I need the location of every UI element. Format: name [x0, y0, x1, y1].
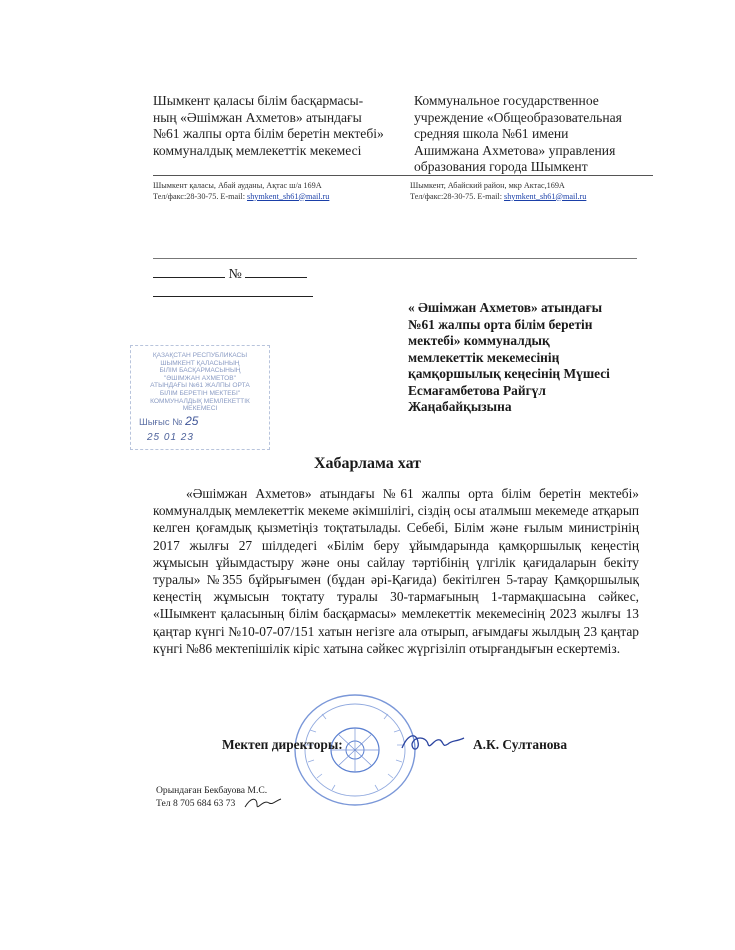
- director-signature-icon: [398, 728, 468, 758]
- signature-role: Мектеп директоры:: [222, 737, 343, 752]
- second-blank-line: [153, 296, 313, 297]
- letter-title: Хабарлама хат: [313, 455, 422, 472]
- recipient-line: Жаңабайқызына: [408, 399, 512, 414]
- address-left: [153, 181, 329, 202]
- stamp-line: БІЛІМ БЕРЕТІН МЕКТЕБІ": [159, 389, 241, 397]
- phone-label: Тел/факс:28-30-75. E-mail:: [153, 191, 248, 201]
- address-divider: [153, 258, 637, 259]
- address-right-street: Шымкент, Абайский район, мкр Актас,169А: [410, 181, 565, 190]
- stamp-date: 25 01 23: [147, 432, 194, 443]
- stamp-line: МЕКЕМЕСІ: [182, 405, 218, 413]
- recipient-block: [408, 300, 653, 416]
- address-left-street: Шымкент қаласы, Абай ауданы, Ақтас ш/а 169А: [153, 181, 322, 190]
- number-blank: [245, 265, 307, 278]
- header-left-line: Шымкент қаласы білім басқармасы-: [153, 93, 364, 108]
- address-right-contact: [410, 192, 586, 203]
- stamp-line: АТЫНДАҒЫ №61 ЖАЛПЫ ОРТА: [150, 382, 250, 390]
- stamp-line: "ӘШІМЖАН АХМЕТОВ": [163, 374, 237, 382]
- recipient-line: Есмағамбетова Райгүл: [408, 382, 546, 398]
- header-right-line: средняя школа №61 имени: [414, 126, 569, 141]
- outgoing-number-line: [153, 265, 307, 283]
- letter-body: «Әшімжан Ахметов» атындағы №61 жалпы орта білім беретін мектебі» коммуналдық мемлекеттік мекеме әкімшілігі, сіздің осы аталмыш мекемеде атқарып келген қоғамдық қызметіңіз тоқтатылады. Себебі, Білім және ғылым министрінің 2017 жылғы 27 шілдедегі «Білім беру ұйымдарында қамқоршылық кеңестің жұмысын ұйымдастыру және оны сайлау тәртібінің үлгілік қағидаларын бекіту туралы» №355 бұйрығымен (бұдан әрі-Қағида) бекітілген 5-тарау Қамқоршылық кеңестің жұмысын тоқтату туралы 30-тармағының 1-тармақшасына сәйкес, «Шымкент қаласының білім басқармасы» мемлекеттік мекемесінің 2023 жылғы 13 қаңтар күнгі №10-07-07/151 хатын негізге ала отырып, ағымдағы жылдың 23 қаңтар күнгі №86 мектепішілік кіріс хатына сәйкес жүргізіліп отырғандығын ескертеміз.: [153, 486, 639, 656]
- recipient-line: мемлекеттік мекемесінің: [408, 349, 560, 365]
- header-left-line: коммуналдық мемлекеттік мекемесі: [153, 142, 362, 158]
- stamp-line: ҚАЗАҚСТАН РЕСПУБЛИКАСЫ: [152, 352, 248, 359]
- stamp-number-value: 25: [185, 414, 199, 428]
- stamp-number-label: Шығыс №: [139, 417, 183, 428]
- email-link[interactable]: shymkent_sh61@mail.ru: [247, 191, 330, 201]
- recipient-line: №61 жалпы орта білім беретін: [408, 316, 593, 332]
- header-right-line: образования города Шымкент: [414, 159, 588, 174]
- signature-name: А.К. Султанова: [473, 737, 568, 752]
- recipient-line: мектебі» коммуналдық: [408, 333, 550, 348]
- header-right-line: учреждение «Общеобразовательная: [414, 109, 622, 125]
- header-left-line: №61 жалпы орта білім беретін мектебі»: [153, 126, 384, 141]
- phone-label: Тел/факс:28-30-75. E-mail:: [410, 191, 505, 201]
- executor-name: Орындаған Бекбауова М.С.: [156, 785, 268, 796]
- header-right-line: Ашимжана Ахметова» управления: [414, 142, 616, 158]
- email-link[interactable]: shymkent_sh61@mail.ru: [504, 191, 587, 201]
- registration-stamp: [130, 345, 270, 450]
- header-kazakh-org: [153, 93, 408, 159]
- header-left-line: ның «Әшімжан Ахметов» атындағы: [153, 109, 362, 125]
- stamp-line: ШЫМКЕНТ ҚАЛАСЫНЫҢ: [160, 359, 240, 367]
- recipient-line: қамқоршылық кеңесінің Мүшесі: [408, 366, 610, 381]
- stamp-line: КОММУНАЛДЫҚ МЕМЛЕКЕТТІК: [150, 397, 250, 405]
- address-left-contact: [153, 192, 329, 203]
- executor-phone: Тел 8 705 684 63 73: [156, 798, 236, 809]
- header-right-line: Коммунальное государственное: [414, 93, 599, 108]
- recipient-line: « Әшімжан Ахметов» атындағы: [408, 300, 603, 315]
- header-divider: [153, 175, 653, 176]
- stamp-line: БІЛІМ БАСҚАРМАСЫНЫҢ: [159, 367, 241, 375]
- number-sign: №: [228, 267, 242, 282]
- stamp-number: [139, 414, 199, 428]
- address-right: [410, 181, 586, 202]
- date-blank: [153, 265, 225, 278]
- executor-signature-icon: [243, 793, 283, 815]
- header-russian-org: [414, 93, 664, 176]
